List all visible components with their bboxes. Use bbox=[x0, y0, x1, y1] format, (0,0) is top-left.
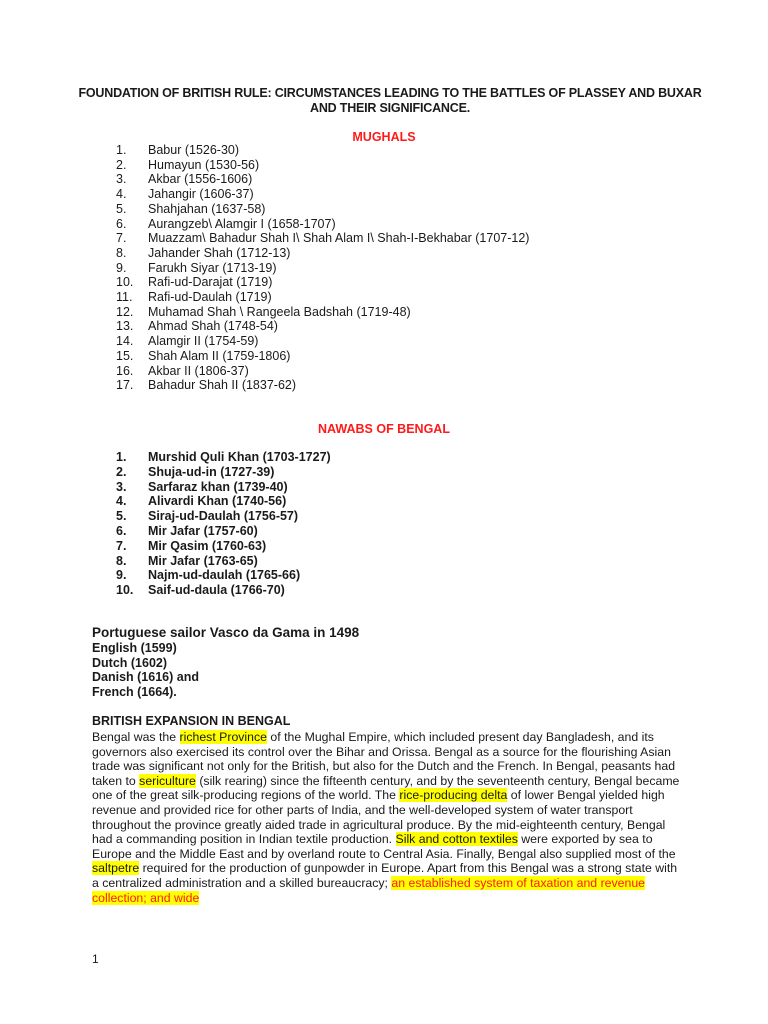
item-number: 7. bbox=[116, 538, 127, 553]
list-item bbox=[116, 554, 331, 569]
european-arrivals bbox=[92, 626, 359, 700]
arrival-line: Danish (1616) and bbox=[92, 670, 199, 685]
list-item bbox=[116, 261, 529, 276]
item-number: 17. bbox=[116, 378, 134, 393]
item-number: 14. bbox=[116, 334, 134, 349]
item-text: Jahangir (1606-37) bbox=[148, 187, 254, 202]
nawabs-heading: NAWABS OF BENGAL bbox=[318, 422, 450, 436]
item-text: Humayun (1530-56) bbox=[148, 157, 260, 172]
highlighted-text: sericulture bbox=[139, 773, 196, 788]
text-run: Bengal was the bbox=[92, 730, 180, 744]
list-item bbox=[116, 480, 331, 495]
item-text: Rafi-ud-Darajat (1719) bbox=[148, 275, 273, 290]
list-item bbox=[116, 217, 529, 232]
item-number: 9. bbox=[116, 568, 127, 583]
body-paragraph bbox=[92, 730, 680, 905]
page-number: 1 bbox=[92, 952, 99, 966]
item-text: Farukh Siyar (1713-19) bbox=[148, 260, 277, 275]
item-text: Siraj-ud-Daulah (1756-57) bbox=[148, 509, 299, 524]
item-number: 11. bbox=[116, 290, 133, 305]
item-text: Bahadur Shah II (1837-62) bbox=[148, 378, 297, 393]
list-item bbox=[116, 275, 529, 290]
item-text: Sarfaraz khan (1739-40) bbox=[148, 479, 288, 494]
list-item bbox=[116, 509, 331, 524]
highlighted-text: rice-producing delta bbox=[399, 788, 508, 803]
text-run: (silk rearing) since the fifteenth century, and by the seventeenth century, Bengal became one of the great silk-producing regions of the world. The bbox=[92, 773, 680, 803]
list-item bbox=[116, 494, 331, 509]
item-text: Ahmad Shah (1748-54) bbox=[148, 319, 278, 334]
item-text: Jahander Shah (1712-13) bbox=[148, 245, 291, 260]
item-text: Mir Jafar (1757-60) bbox=[148, 523, 258, 538]
mughals-heading: MUGHALS bbox=[352, 130, 416, 144]
item-text: Akbar II (1806-37) bbox=[148, 363, 249, 378]
list-item bbox=[116, 202, 529, 217]
item-number: 7. bbox=[116, 231, 127, 246]
list-item bbox=[116, 187, 529, 202]
list-item bbox=[116, 319, 529, 334]
item-number: 8. bbox=[116, 553, 127, 568]
item-number: 6. bbox=[116, 523, 127, 538]
item-text: Shuja-ud-in (1727-39) bbox=[148, 464, 275, 479]
item-number: 4. bbox=[116, 187, 127, 202]
item-text: Muhamad Shah \ Rangeela Badshah (1719-48) bbox=[148, 304, 411, 319]
item-number: 12. bbox=[116, 304, 134, 319]
list-item bbox=[116, 583, 331, 598]
list-item bbox=[116, 349, 529, 364]
item-text: Najm-ud-daulah (1765-66) bbox=[148, 568, 301, 583]
item-text: Babur (1526-30) bbox=[148, 143, 240, 157]
list-item bbox=[116, 364, 529, 379]
item-number: 2. bbox=[116, 464, 127, 479]
document-title bbox=[60, 86, 720, 116]
arrival-line: Portuguese sailor Vasco da Gama in 1498 bbox=[92, 625, 360, 640]
item-number: 10. bbox=[116, 275, 134, 290]
arrival-line: English (1599) bbox=[92, 640, 177, 655]
list-item bbox=[116, 172, 529, 187]
item-text: Mir Jafar (1763-65) bbox=[148, 553, 258, 568]
item-number: 10. bbox=[116, 583, 134, 598]
title-line-2: AND THEIR SIGNIFICANCE. bbox=[310, 101, 470, 115]
item-number: 5. bbox=[116, 509, 127, 524]
highlighted-text: richest Province bbox=[179, 730, 267, 744]
list-item bbox=[116, 246, 529, 261]
item-text: Saif-ud-daula (1766-70) bbox=[148, 583, 285, 598]
list-item bbox=[116, 231, 529, 246]
title-line-1: FOUNDATION OF BRITISH RULE: CIRCUMSTANCES LEADING TO THE BATTLES OF PLASSEY AND BUXAR bbox=[78, 86, 702, 100]
list-item bbox=[116, 450, 331, 465]
item-text: Shah Alam II (1759-1806) bbox=[148, 348, 291, 363]
item-number: 15. bbox=[116, 348, 134, 363]
text-run: required for the production of gunpowder in Europe. Apart from this Bengal was a strong state with a centralized administration and a skilled bureaucracy; bbox=[92, 861, 678, 890]
item-text: Alamgir II (1754-59) bbox=[148, 334, 259, 349]
list-item bbox=[116, 143, 529, 158]
item-number: 3. bbox=[116, 479, 127, 494]
item-text: Rafi-ud-Daulah (1719) bbox=[148, 290, 272, 305]
text-run: of the Mughal Empire, which included present day Bangladesh, and its governors also exercised its control over the Bihar and Orissa. Bengal as a source for the flourishing Asian trade was significant not only for the British, but also for the Dutch and the French. In Bengal, peasants had taken to bbox=[92, 730, 676, 788]
list-item bbox=[116, 568, 331, 583]
item-text: Shahjahan (1637-58) bbox=[148, 201, 266, 216]
item-number: 9. bbox=[116, 260, 127, 275]
item-number: 5. bbox=[116, 201, 127, 216]
list-item bbox=[116, 158, 529, 173]
mughals-list bbox=[116, 143, 529, 393]
arrival-line: French (1664). bbox=[92, 685, 177, 700]
item-text: Alivardi Khan (1740-56) bbox=[148, 494, 287, 509]
item-number: 16. bbox=[116, 363, 134, 378]
item-text: Murshid Quli Khan (1703-1727) bbox=[148, 450, 331, 464]
item-number: 3. bbox=[116, 172, 127, 187]
item-number: 1. bbox=[116, 143, 127, 157]
text-run: were exported by sea to Europe and the Middle East and by overland route to Central Asia. Finally, Bengal also supplied most of the bbox=[92, 832, 676, 861]
section-heading: BRITISH EXPANSION IN BENGAL bbox=[92, 714, 291, 728]
item-text: Mir Qasim (1760-63) bbox=[148, 538, 267, 553]
list-item bbox=[116, 290, 529, 305]
list-item bbox=[116, 334, 529, 349]
item-number: 13. bbox=[116, 319, 134, 334]
list-item bbox=[116, 539, 331, 554]
item-text: Akbar (1556-1606) bbox=[148, 172, 253, 187]
item-number: 8. bbox=[116, 245, 127, 260]
list-item bbox=[116, 378, 529, 393]
item-number: 4. bbox=[116, 494, 127, 509]
list-item bbox=[116, 524, 331, 539]
list-item bbox=[116, 465, 331, 480]
nawabs-list bbox=[116, 450, 331, 598]
item-number: 6. bbox=[116, 216, 127, 231]
item-number: 1. bbox=[116, 450, 127, 464]
item-text: Muazzam\ Bahadur Shah I\ Shah Alam I\ Shah-I-Bekhabar (1707-12) bbox=[148, 231, 530, 246]
text-run: of lower Bengal yielded high revenue and provided rice for other parts of India, and the well-developed system of water transport throughout the province greatly aided trade in agricultural produce. By the mid-eighteenth century, Bengal had a commanding position in Indian textile production. bbox=[92, 788, 666, 847]
item-number: 2. bbox=[116, 157, 127, 172]
list-item bbox=[116, 305, 529, 320]
arrival-line: Dutch (1602) bbox=[92, 655, 168, 670]
highlighted-text: Silk and cotton textiles bbox=[395, 832, 518, 847]
item-text: Aurangzeb\ Alamgir I (1658-1707) bbox=[148, 216, 336, 231]
highlighted-text: saltpetre bbox=[92, 861, 140, 876]
highlighted-red-text: an established system of taxation and revenue collection; and wide bbox=[92, 875, 646, 905]
